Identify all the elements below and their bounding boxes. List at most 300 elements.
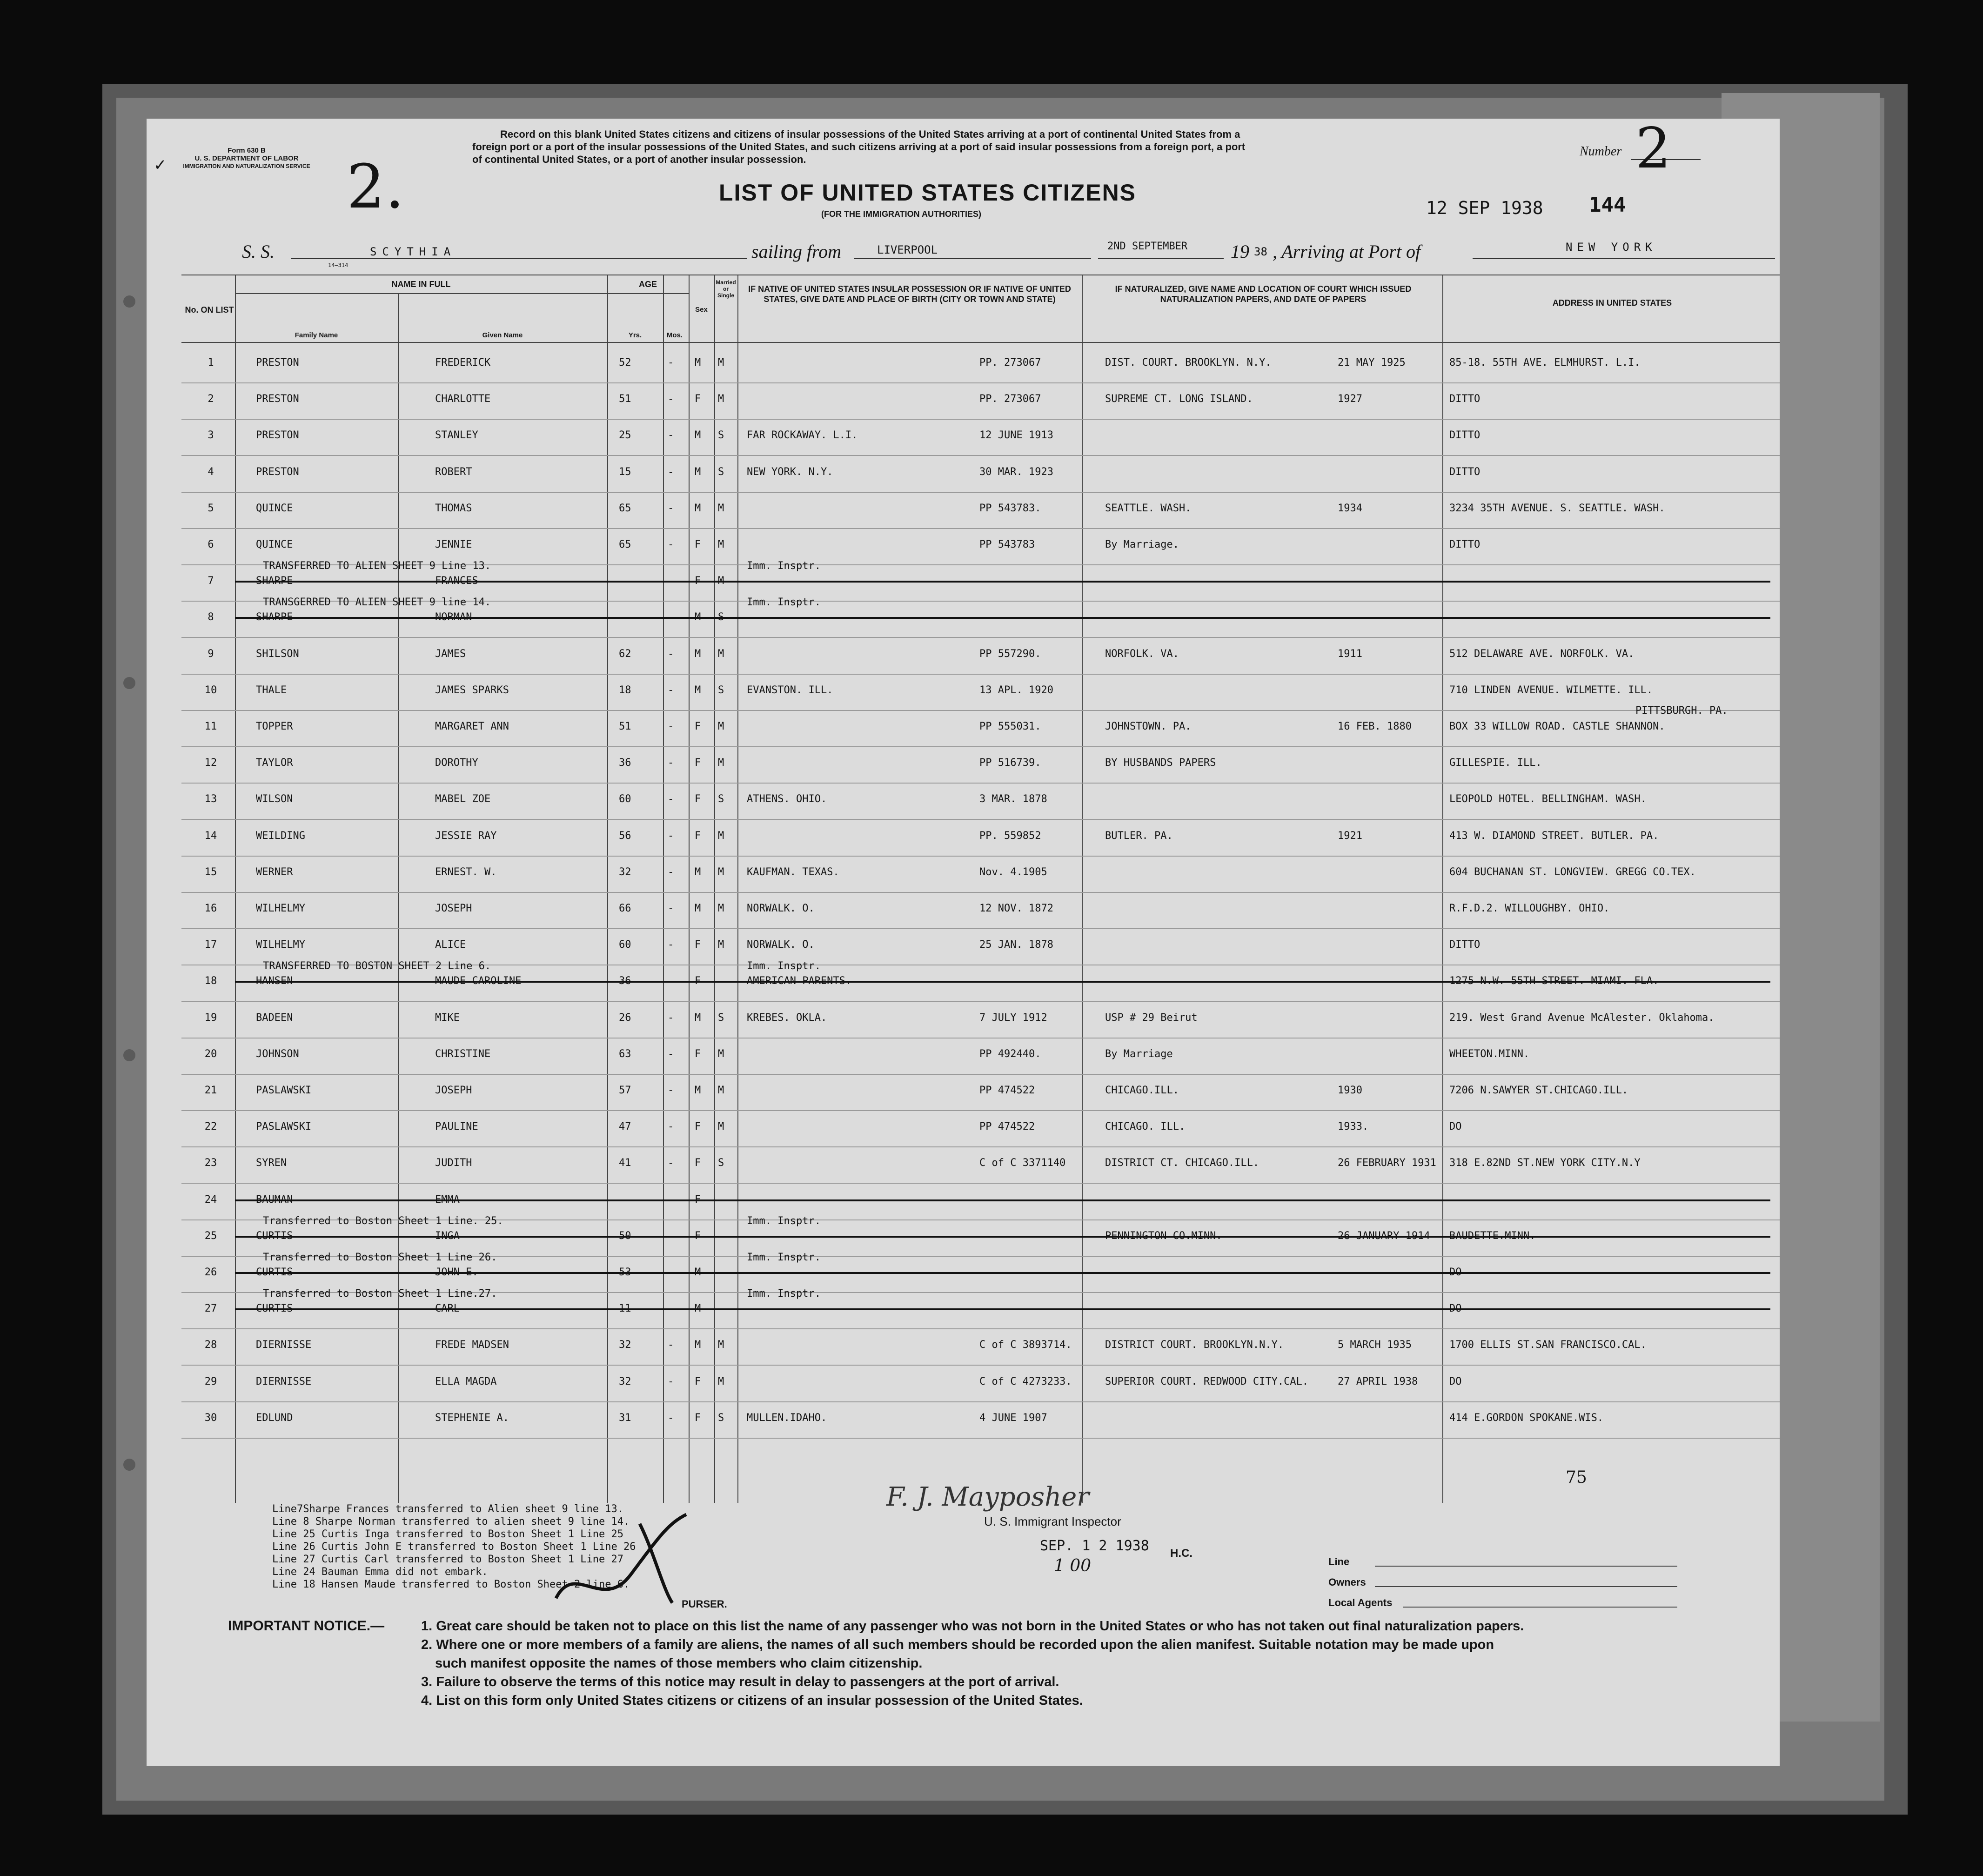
table-row [147,1147,1780,1183]
court-date: 1930 [1338,1085,1362,1096]
table-row [147,419,1780,456]
given-name: JAMES SPARKS [435,684,509,696]
table-row [147,856,1780,892]
row-number: 4 [208,466,214,478]
sex: M [695,684,701,696]
table-row [147,960,1780,1001]
notice-item: 4. List on this form only United States citizens or citizens of an insular possession of the United States. [421,1693,1083,1708]
age-subheader-border [607,293,689,294]
address: 413 W. DIAMOND STREET. BUTLER. PA. [1449,830,1659,842]
record-line-1: Record on this blank United States citizens and citizens of insular possessions of the United States arriving at a port of continental United States from a [500,128,1240,140]
given-name: CHARLOTTE [435,393,491,405]
department-name: U. S. DEPARTMENT OF LABOR [194,154,299,162]
row-number: 8 [208,611,214,623]
court: By Marriage. [1105,539,1179,550]
birth-date: 4 JUNE 1907 [979,1412,1047,1424]
birth-place: EVANSTON. ILL. [747,684,833,696]
court-date: 27 APRIL 1938 [1338,1375,1418,1387]
col-family-name: Family Name [295,331,338,339]
row-number: 22 [204,1121,217,1133]
transfer-note: Transferred to Boston Sheet 1 Line.27. [263,1288,497,1300]
address: 219. West Grand Avenue McAlester. Oklahoma. [1449,1012,1715,1024]
ship-name: SCYTHIA [370,245,456,258]
birth-date: 30 MAR. 1923 [979,466,1053,478]
transfer-note: PITTSBURGH. PA. [1635,705,1728,717]
table-row [147,1111,1780,1147]
family-name: TAYLOR [256,757,293,769]
row-number: 29 [204,1375,217,1387]
table-row [147,1215,1780,1256]
family-name: QUINCE [256,539,293,550]
row-number: 20 [204,1048,217,1060]
age-months: - [668,357,674,368]
given-name: ELLA MAGDA [435,1375,497,1387]
address: 3234 35TH AVENUE. S. SEATTLE. WASH. [1449,502,1665,514]
age-years: 18 [619,684,631,696]
marital-status: M [718,648,724,660]
record-instructions [472,128,1728,166]
family-name: PASLAWSKI [256,1121,312,1133]
birth-place: NORWALK. O. [747,939,815,951]
inspector-note: Imm. Insptr. [747,1288,821,1300]
age-months: - [668,502,674,514]
marital-status: M [718,1085,724,1096]
court-date: 1911 [1338,648,1362,660]
page-title: LIST OF UNITED STATES CITIZENS [719,180,1137,206]
given-name: JENNIE [435,539,472,550]
table-row [147,529,1780,565]
agent-line-label: Line [1328,1556,1350,1568]
table-row [147,705,1780,747]
birth-date: PP 474522 [979,1085,1035,1096]
marital-status: S [718,684,724,696]
sex: M [695,1012,701,1024]
address: 414 E.GORDON SPOKANE.WIS. [1449,1412,1604,1424]
family-name: SHILSON [256,648,299,660]
birth-place: MULLEN.IDAHO. [747,1412,827,1424]
birth-date: 3 MAR. 1878 [979,793,1047,805]
table-row [147,1329,1780,1365]
family-name: QUINCE [256,502,293,514]
col-years: Yrs. [628,331,642,339]
punch-hole [123,677,135,689]
sex: F [695,1121,701,1133]
court: BY HUSBANDS PAPERS [1105,757,1216,769]
address: DITTO [1449,466,1481,478]
form-identifier [179,147,314,170]
birth-date: 7 JULY 1912 [979,1012,1047,1024]
court-date: 21 MAY 1925 [1338,357,1406,368]
row-number: 26 [204,1266,217,1278]
year-suffix: 38 [1254,245,1267,258]
age-months: - [668,1339,674,1351]
age-years: 60 [619,939,631,951]
court: BUTLER. PA. [1105,830,1173,842]
court: USP # 29 Beirut [1105,1012,1198,1024]
hc-mark: H.C. [1170,1547,1192,1560]
age-months: - [668,1412,674,1424]
address: 710 LINDEN AVENUE. WILMETTE. ILL. [1449,684,1653,696]
printer-code: 14—314 [328,262,348,268]
birth-date: 12 JUNE 1913 [979,429,1053,442]
marital-status: S [718,1012,724,1024]
col-no-on-list: No. ON LIST [185,305,234,315]
birth-date: C of C 3893714. [979,1339,1072,1351]
family-name: PRESTON [256,429,299,442]
col-age: AGE [638,280,657,289]
sex: F [695,539,701,550]
family-name: TOPPER [256,721,293,732]
age-months: - [668,1375,674,1387]
col-birth: IF NATIVE OF UNITED STATES INSULAR POSSESSION OR IF NATIVE OF UNITED STATES, GIVE DATE AND PLACE OF BIRTH (CITY OR TOWN AND STATE) [748,284,1071,304]
agent-line-rule [1375,1566,1677,1567]
table-row [147,1366,1780,1402]
court-date: 26 FEBRUARY 1931 [1338,1157,1436,1169]
birth-date: PP 555031. [979,721,1041,732]
court: CHICAGO.ILL. [1105,1085,1179,1096]
table-row [147,1252,1780,1293]
page-subtitle: (FOR THE IMMIGRATION AUTHORITIES) [821,209,981,219]
family-name: DIERNISSE [256,1375,312,1387]
strike-through [235,581,1770,583]
family-name: PRESTON [256,466,299,478]
table-row [147,1038,1780,1074]
sex: M [695,1085,701,1096]
marital-status: M [718,1375,724,1387]
fee-mark: 1 00 [1054,1556,1092,1575]
port-from: LIVERPOOL [877,243,938,256]
sex: F [695,1412,701,1424]
age-months: - [668,721,674,732]
col-married-single: Married or Single [716,279,736,299]
page-number: 144 [1589,193,1626,217]
birth-date: PP 492440. [979,1048,1041,1060]
court: DISTRICT CT. CHICAGO.ILL. [1105,1157,1259,1169]
family-name: WILHELMY [256,939,305,951]
table-row [147,1002,1780,1038]
arriving-label: , Arriving at Port of [1273,241,1421,262]
strike-through [235,1308,1770,1310]
row-number: 1 [208,357,214,368]
age-months: - [668,1085,674,1096]
agent-owners-label: Owners [1328,1576,1366,1588]
age-years: 63 [619,1048,631,1060]
row-number: 9 [208,648,214,660]
transfer-note: TRANSFERRED TO BOSTON SHEET 2 Line 6. [263,960,491,972]
age-years: 56 [619,830,631,842]
sex: M [695,357,701,368]
address: DITTO [1449,939,1481,951]
given-name: THOMAS [435,502,472,514]
marital-status: S [718,793,724,805]
age-months: - [668,757,674,769]
birth-date: PP 543783. [979,502,1041,514]
birth-place: KREBES. OKLA. [747,1012,827,1024]
record-line-2: foreign port or a port of the insular possessions of the United States, and such citizens arriving at a port of said insular possessions from a foreign port, a port [472,141,1246,153]
age-years: 66 [619,903,631,914]
row-number: 11 [204,721,217,732]
family-name: PRESTON [256,393,299,405]
birth-date: PP. 273067 [979,357,1041,368]
given-name: ERNEST. W. [435,866,497,878]
sex: M [695,1339,701,1351]
age-years: 52 [619,357,631,368]
marital-status: M [718,539,724,550]
ss-label: S. S. [242,241,275,262]
age-months: - [668,830,674,842]
agent-owners-rule [1375,1586,1677,1587]
given-name: JOSEPH [435,1085,472,1096]
sex: M [695,502,701,514]
table-row [147,674,1780,710]
table-row [147,560,1780,601]
footnote-line: Line7Sharpe Frances transferred to Alien sheet 9 line 13. [272,1503,623,1515]
family-name: EDLUND [256,1412,293,1424]
birth-date: PP. 273067 [979,393,1041,405]
age-years: 51 [619,393,631,405]
strike-through [235,617,1770,619]
purser-signature [547,1496,714,1617]
age-years: 36 [619,757,631,769]
sex: F [695,1048,701,1060]
family-name: WILSON [256,793,293,805]
footnote-line: Line 8 Sharpe Norman transferred to alien sheet 9 line 14. [272,1516,630,1528]
sex: F [695,830,701,842]
family-name: WERNER [256,866,293,878]
row-number: 25 [204,1230,217,1242]
address: 7206 N.SAWYER ST.CHICAGO.ILL. [1449,1085,1628,1096]
row-rule [181,1438,1780,1439]
family-name: DIERNISSE [256,1339,312,1351]
marital-status: M [718,757,724,769]
marital-status: S [718,1157,724,1169]
inspector-note: Imm. Insptr. [747,1215,821,1227]
name-subheader-border [235,293,607,294]
court: DISTRICT COURT. BROOKLYN.N.Y. [1105,1339,1284,1351]
given-name: FREDE MADSEN [435,1339,509,1351]
footnote-line: Line 24 Bauman Emma did not embark. [272,1566,488,1578]
birth-date: C of C 4273233. [979,1375,1072,1387]
table-row [147,929,1780,965]
port-from-underline [854,258,1091,259]
birth-date: PP 543783 [979,539,1035,550]
family-name: JOHNSON [256,1048,299,1060]
given-name: MABEL ZOE [435,793,491,805]
marital-status: M [718,1339,724,1351]
port-to: NEW YORK [1566,241,1657,254]
sailing-label: sailing from [751,241,841,262]
row-number: 21 [204,1085,217,1096]
row-number: 6 [208,539,214,550]
address: DO [1449,1375,1462,1387]
age-months: - [668,393,674,405]
address: DO [1449,1121,1462,1133]
given-name: STANLEY [435,429,478,442]
year-prefix: 19 [1231,241,1249,262]
address: 512 DELAWARE AVE. NORFOLK. VA. [1449,648,1635,660]
row-number: 14 [204,830,217,842]
agent-block [1328,1552,1392,1613]
record-line-3: of continental United States, or a port of another insular possession. [472,154,806,165]
court: NORFOLK. VA. [1105,648,1179,660]
sex: F [695,939,701,951]
given-name: JUDITH [435,1157,472,1169]
age-months: - [668,466,674,478]
inspector-note: Imm. Insptr. [747,596,821,609]
age-months: - [668,903,674,914]
row-number: 7 [208,575,214,587]
age-months: - [668,429,674,442]
col-given-name: Given Name [482,331,523,339]
court-date: 1934 [1338,502,1362,514]
table-row [147,820,1780,856]
age-years: 62 [619,648,631,660]
given-name: ROBERT [435,466,472,478]
purser-label: PURSER. [682,1598,727,1610]
inspection-stamp: SEP. 1 2 1938 [1040,1538,1149,1554]
birth-date: C of C 3371140 [979,1157,1066,1169]
age-years: 26 [619,1012,631,1024]
service-name: IMMIGRATION AND NATURALIZATION SERVICE [183,163,310,169]
age-months: - [668,1012,674,1024]
court-date: 1933. [1338,1121,1369,1133]
birth-date: Nov. 4.1905 [979,866,1047,878]
court: By Marriage [1105,1048,1173,1060]
address: DITTO [1449,539,1481,550]
table-row [147,383,1780,419]
marital-status: S [718,466,724,478]
age-years: 32 [619,1339,631,1351]
court: SUPREME CT. LONG ISLAND. [1105,393,1253,405]
court: DIST. COURT. BROOKLYN. N.Y. [1105,357,1272,368]
address: R.F.D.2. WILLOUGHBY. OHIO. [1449,903,1610,914]
notice-heading: IMPORTANT NOTICE.— [228,1618,385,1634]
address: GILLESPIE. ILL. [1449,757,1542,769]
sex: M [695,648,701,660]
age-months: - [668,539,674,550]
birth-date: 13 APL. 1920 [979,684,1053,696]
table-row [147,1288,1780,1329]
footnote-line: Line 25 Curtis Inga transferred to Boston Sheet 1 Line 25 [272,1528,623,1540]
table-row [147,747,1780,783]
court-date: 16 FEB. 1880 [1338,721,1412,732]
marital-status: M [718,502,724,514]
strike-through [235,981,1770,983]
birth-date: PP 557290. [979,648,1041,660]
age-months: - [668,684,674,696]
age-months: - [668,1048,674,1060]
footnote-line: Line 26 Curtis John E transferred to Boston Sheet 1 Line 26 [272,1541,636,1553]
birth-place: NEW YORK. N.Y. [747,466,833,478]
address: LEOPOLD HOTEL. BELLINGHAM. WASH. [1449,793,1647,805]
given-name: MIKE [435,1012,460,1024]
given-name: STEPHENIE A. [435,1412,509,1424]
sex: F [695,721,701,732]
sex: F [695,1157,701,1169]
address: 604 BUCHANAN ST. LONGVIEW. GREGG CO.TEX. [1449,866,1696,878]
table-row [147,892,1780,929]
row-number: 24 [204,1193,217,1206]
marital-status: M [718,939,724,951]
footnote-line: Line 18 Hansen Maude transferred to Boston Sheet 2 line 6. [272,1579,630,1590]
address: DITTO [1449,429,1481,442]
address: 85-18. 55TH AVE. ELMHURST. L.I. [1449,357,1641,368]
birth-date: 12 NOV. 1872 [979,903,1053,914]
row-number: 30 [204,1412,217,1424]
col-name-in-full: NAME IN FULL [391,280,451,289]
given-name: PAULINE [435,1121,478,1133]
passenger-count: 75 [1566,1468,1587,1487]
family-name: BADEEN [256,1012,293,1024]
transfer-note: TRANSGERRED TO ALIEN SHEET 9 line 14. [263,596,491,609]
court: SUPERIOR COURT. REDWOOD CITY.CAL. [1105,1375,1309,1387]
punch-hole [123,1459,135,1471]
birth-place: ATHENS. OHIO. [747,793,827,805]
age-years: 15 [619,466,631,478]
age-months: - [668,793,674,805]
age-years: 60 [619,793,631,805]
address: WHEETON.MINN. [1449,1048,1530,1060]
birth-place: NORWALK. O. [747,903,815,914]
row-number: 15 [204,866,217,878]
address: BOX 33 WILLOW ROAD. CASTLE SHANNON. [1449,721,1665,732]
transfer-note: Transferred to Boston Sheet 1 Line 26. [263,1252,497,1263]
table-row [147,1074,1780,1111]
address: 1700 ELLIS ST.SAN FRANCISCO.CAL. [1449,1339,1647,1351]
strike-through [235,1272,1770,1274]
court-date: 1927 [1338,393,1362,405]
given-name: MARGARET ANN [435,721,509,732]
row-number: 18 [204,975,217,987]
age-years: 51 [619,721,631,732]
age-years: 65 [619,502,631,514]
table-row [147,347,1780,383]
row-number: 23 [204,1157,217,1169]
age-years: 31 [619,1412,631,1424]
transfer-note: TRANSFERRED TO ALIEN SHEET 9 Line 13. [263,560,491,572]
marital-status: M [718,866,724,878]
family-name: SYREN [256,1157,287,1169]
age-months: - [668,939,674,951]
row-number: 13 [204,793,217,805]
birth-date: PP. 559852 [979,830,1041,842]
notice-item: 3. Failure to observe the terms of this notice may result in delay to passengers at the port of arrival. [421,1675,1059,1689]
age-years: 47 [619,1121,631,1133]
family-name: WEILDING [256,830,305,842]
date-stamp: 12 SEP 1938 [1426,198,1543,218]
given-name: JAMES [435,648,466,660]
row-number: 3 [208,429,214,442]
row-number: 17 [204,939,217,951]
table-row [147,492,1780,529]
age-years: 32 [619,866,631,878]
age-months: - [668,648,674,660]
table-row [147,638,1780,674]
row-number: 2 [208,393,214,405]
port-to-underline [1473,258,1775,259]
address: DITTO [1449,393,1481,405]
sex: M [695,866,701,878]
punch-hole [123,1049,135,1061]
row-number: 19 [204,1012,217,1024]
row-number: 10 [204,684,217,696]
marital-status: M [718,393,724,405]
table-header-border [181,342,1780,343]
birth-place: KAUFMAN. TEXAS. [747,866,839,878]
table-row [147,1402,1780,1438]
age-months: - [668,866,674,878]
inspector-label: U. S. Immigrant Inspector [984,1514,1121,1528]
